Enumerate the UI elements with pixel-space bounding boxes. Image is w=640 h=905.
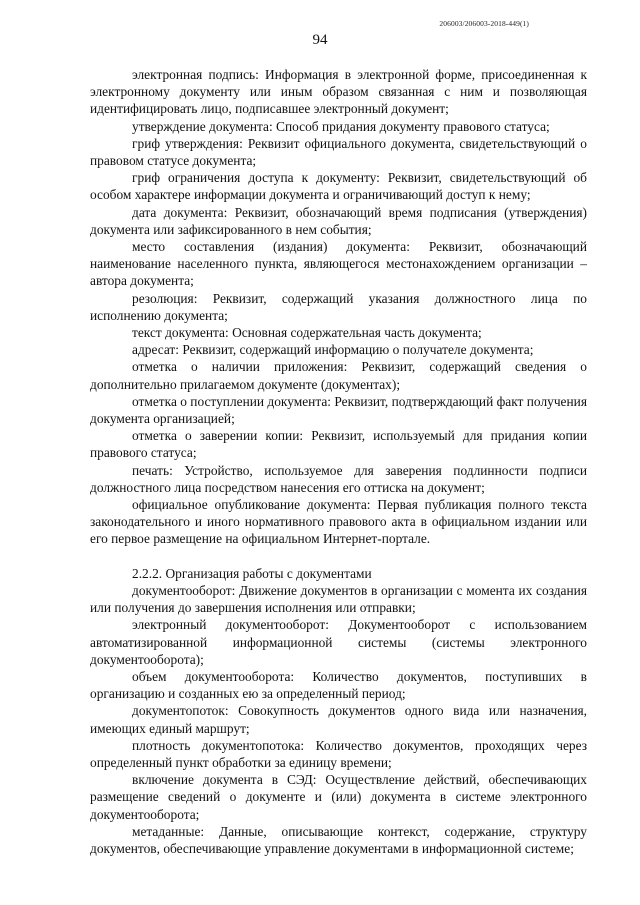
document-id: 206003/206003-2018-449(1) xyxy=(439,19,529,28)
paragraph: адресат: Реквизит, содержащий информацию о получателе документа; xyxy=(132,342,534,358)
paragraph: гриф утверждения: Реквизит официального документа, свидетельствующий о правовом статусе документа; xyxy=(90,135,587,169)
paragraph: дата документа: Реквизит, обозначающий время подписания (утверждения) документа или зафиксированного в нем события; xyxy=(90,204,587,237)
paragraph: отметка о заверении копии: Реквизит, используемый для придания копии правового статуса; xyxy=(90,428,587,461)
paragraph: электронный документооборот: Документооборот с использованием автоматизированной информационной системы (системы электронного документооборота); xyxy=(90,617,587,667)
body-text xyxy=(90,66,587,857)
paragraph: объем документооборота: Количество документов, поступивших в организацию и созданных ею за определенный период; xyxy=(90,668,587,702)
paragraph: включение документа в СЭД: Осуществление действий, обеспечивающих размещение сведений о документе и (или) документа в системе электронного документооборота; xyxy=(90,772,587,822)
paragraph: утверждение документа: Способ придания документу правового статуса; xyxy=(132,118,550,134)
paragraph: текст документа: Основная содержательная часть документа; xyxy=(132,325,482,341)
paragraph: документооборот: Движение документов в организации с момента их создания или получения до завершения исполнения или отправки; xyxy=(90,582,587,616)
paragraph: отметка о поступлении документа: Реквизит, подтверждающий факт получения документа организацией; xyxy=(90,393,587,427)
paragraph: печать: Устройство, используемое для заверения подлинности подписи должностного лица посредством нанесения его оттиска на документ; xyxy=(90,462,587,495)
paragraph: официальное опубликование документа: Первая публикация полного текста законодательного и иного нормативного правового акта в официальном издании или его первое размещение на официальном Интернет-портале. xyxy=(90,497,587,547)
paragraph: плотность документопотока: Количество документов, проходящих через определенный пункт обработки за единицу времени; xyxy=(90,737,587,770)
paragraph: отметка о наличии приложения: Реквизит, содержащий сведения о дополнительно прилагаемом документе (документах); xyxy=(90,359,587,392)
paragraph: резолюция: Реквизит, содержащий указания должностного лица по исполнению документа; xyxy=(90,290,587,323)
paragraph: документопоток: Совокупность документов одного вида или назначения, имеющих единый маршрут; xyxy=(90,703,587,736)
paragraph: место составления (издания) документа: Реквизит, обозначающий наименование населенного пункта, являющегося местонахождением организации – автора документа; xyxy=(90,239,587,289)
paragraph-spacer xyxy=(90,548,587,565)
paragraph: электронная подпись: Информация в электронной форме, присоединенная к электронному документу или иным образом связанная с ним и позволяющая идентифицировать лицо, подписавшее электронный документ; xyxy=(90,67,587,117)
page-number: 94 xyxy=(312,32,328,48)
section-heading: 2.2.2. Организация работы с документами xyxy=(132,565,372,581)
paragraph: метаданные: Данные, описывающие контекст, содержание, структуру документов, обеспечивающие управление документами в информационной системе; xyxy=(90,823,587,856)
paragraph: гриф ограничения доступа к документу: Реквизит, свидетельствующий об особом характере информации документа и ограничивающий доступ к нему; xyxy=(90,170,587,203)
